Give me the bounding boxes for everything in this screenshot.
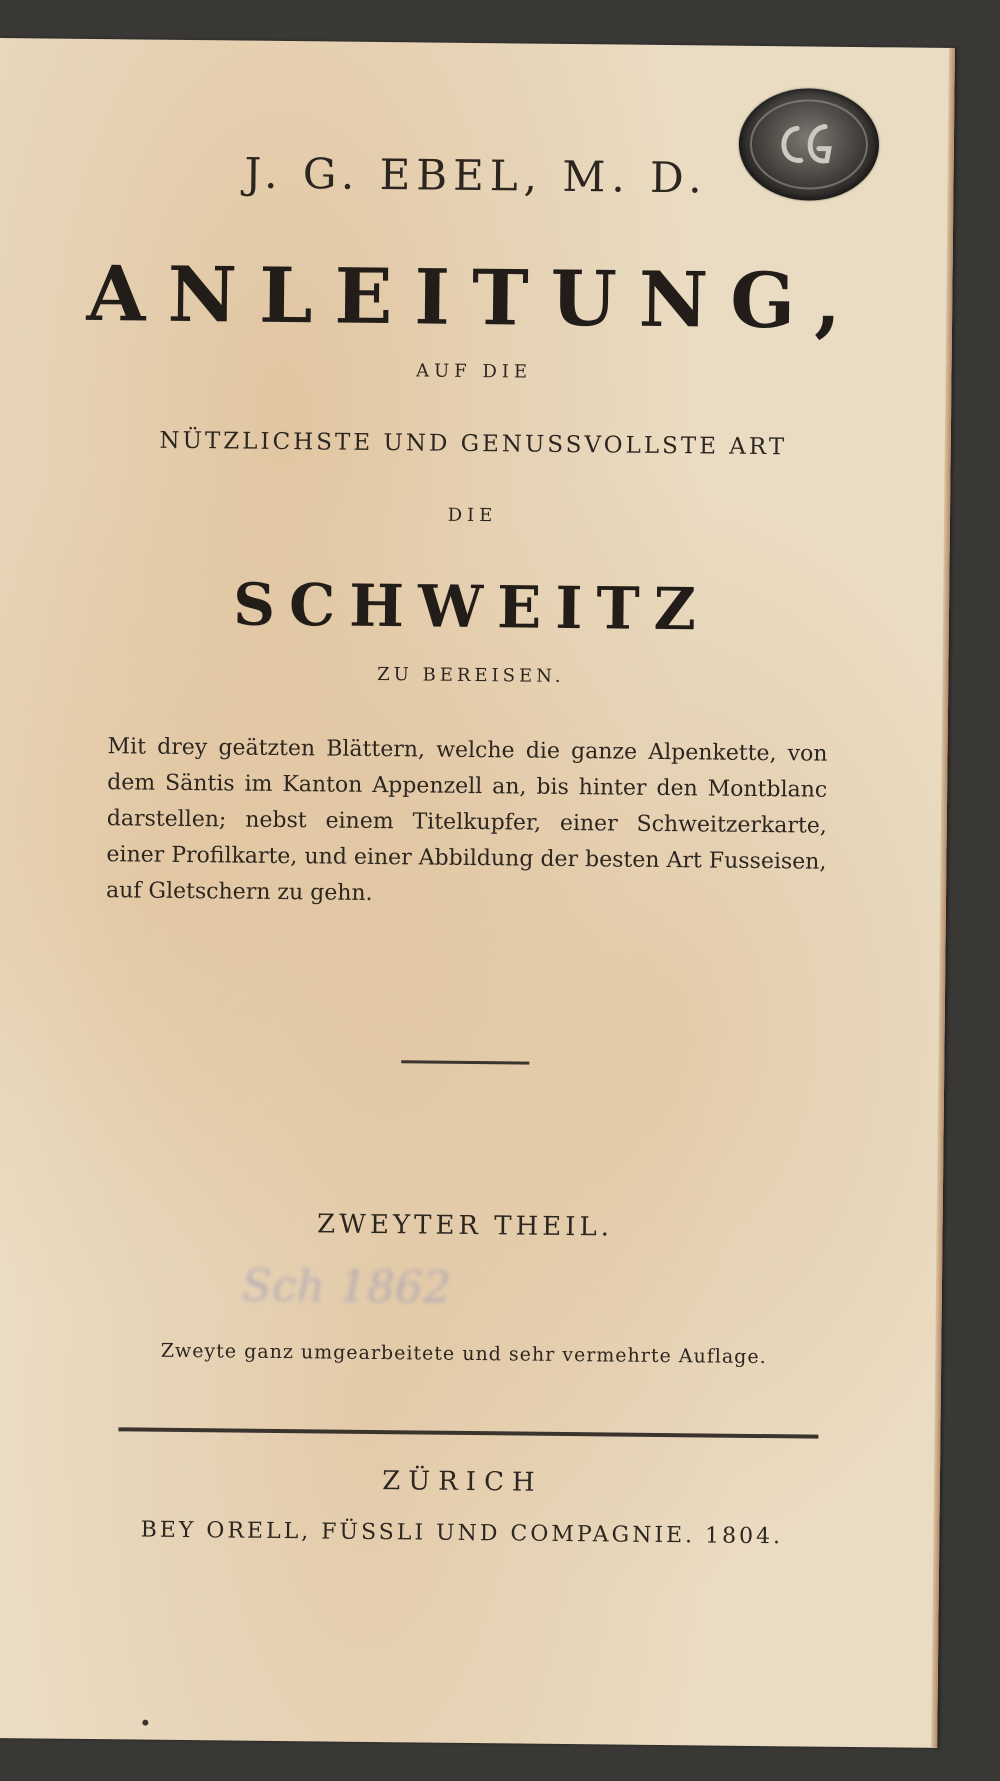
title-page xyxy=(0,38,955,1748)
book-title: ANLEITUNG, xyxy=(86,248,864,347)
publication-city: ZÜRICH xyxy=(382,1466,543,1498)
description-paragraph: Mit drey geätzten Blättern, welche die ganze Alpenkette, von dem Säntis im Kanton Appenzell an, bis hinter den Montblanc darstellen; nebst einem Titelkupfer, einer Schweitzerkarte, einer Profilkarte, und einer Abbildung der besten Art Fusseisen, auf Gletschern zu gehn. xyxy=(105,734,828,906)
ink-speck xyxy=(142,1720,148,1726)
subtitle-die: DIE xyxy=(447,504,498,527)
volume-label: ZWEYTER THEIL. xyxy=(316,1209,614,1243)
subtitle-auf-die: AUF DIE xyxy=(415,360,533,383)
long-divider xyxy=(118,1427,818,1438)
subtitle-nuetzlichste: NÜTZLICHSTE UND GENUSSVOLLSTE ART xyxy=(159,427,788,461)
author-line: J. G. EBEL, M. D. xyxy=(244,148,708,203)
library-stamp: Sch 1862 xyxy=(241,1260,452,1314)
subtitle-zu-bereisen: ZU BEREISEN. xyxy=(377,663,565,687)
short-divider xyxy=(401,1060,529,1064)
publisher-line: BEY ORELL, FÜSSLI UND COMPAGNIE. 1804. xyxy=(140,1517,784,1550)
country-title: SCHWEITZ xyxy=(232,570,711,644)
edition-note: Zweyte ganz umgearbeitete und sehr vermehrte Auflage. xyxy=(160,1339,767,1369)
